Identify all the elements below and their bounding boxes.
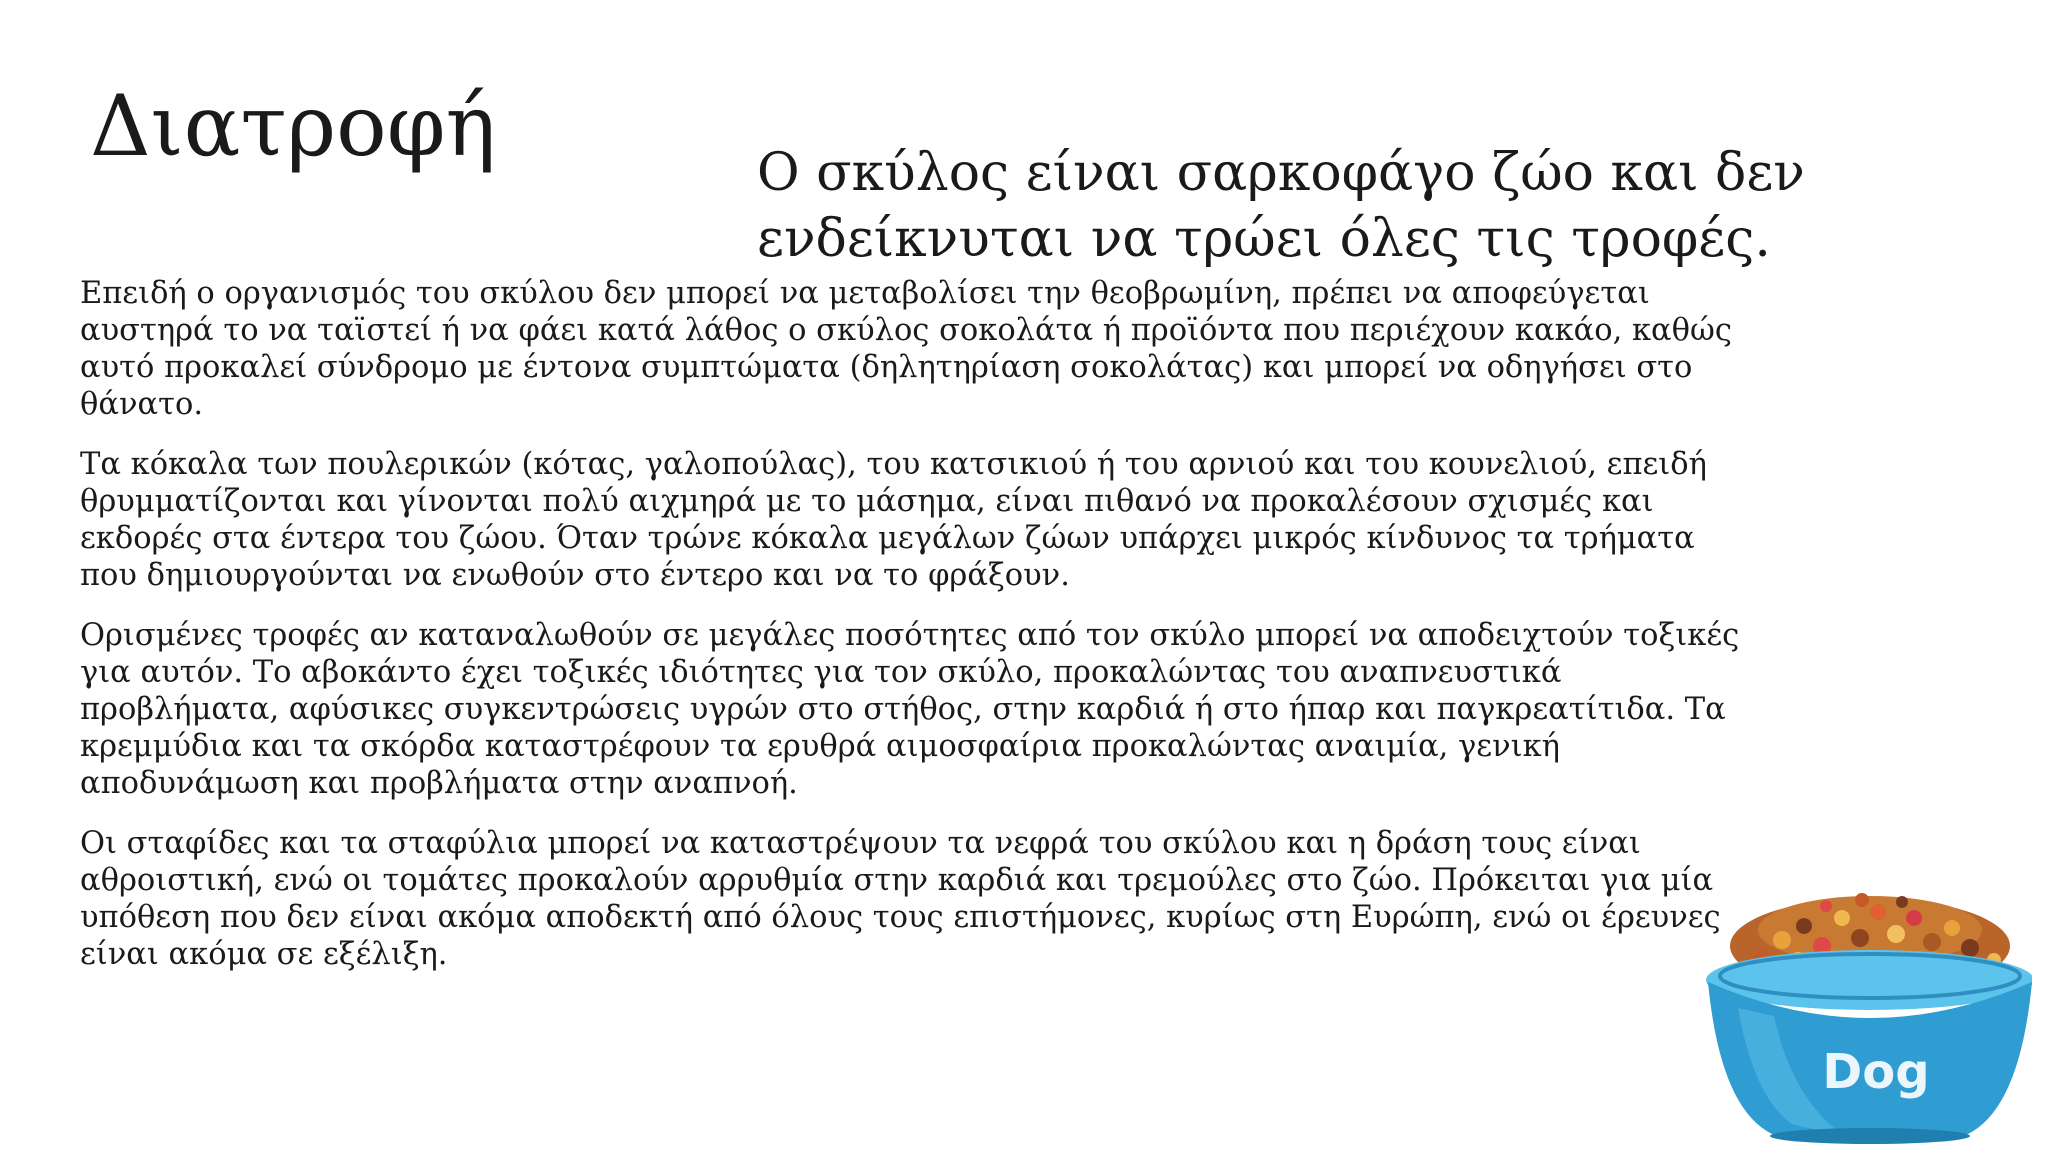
dog-food-bowl-icon xyxy=(1702,888,2032,1146)
slide-title: Διατροφή xyxy=(90,77,496,175)
slide-body xyxy=(80,275,1760,996)
paragraph-chocolate: Επειδή ο οργανισμός του σκύλου δεν μπορεί να μεταβολίσει την θεοβρωμίνη, πρέπει να αποφεύγεται αυστηρά το να ταϊστεί ή να φάει κατά λάθος ο σκύλος σοκολάτα ή προϊόντα που περιέχουν κακάο, καθώς αυτό προκαλεί σύνδρομο με έντονα συμπτώματα (δηλητηρίαση σοκολάτας) και μπορεί να οδηγήσει στο θάνατο. xyxy=(80,276,1732,422)
paragraph-raisins: Οι σταφίδες και τα σταφύλια μπορεί να καταστρέψουν τα νεφρά του σκύλου και η δράση τους είναι αθροιστική, ενώ οι τομάτες προκαλούν αρρυθμία στην καρδιά και τρεμούλες στο ζώο. Πρόκειται για μία υπόθεση που δεν είναι ακόμα αποδεκτή από όλους τους επιστήμονες, κυρίως στη Ευρώπη, ενώ οι έρευνες είναι ακόμα σε εξέλιξη. xyxy=(80,826,1721,972)
paragraph-toxic-foods: Ορισμένες τροφές αν καταναλωθούν σε μεγάλες ποσότητες από τον σκύλο μπορεί να αποδειχτούν τοξικές για αυτόν. Το αβοκάντο έχει τοξικές ιδιότητες για τον σκύλο, προκαλώντας του αναπνευστικά προβλήματα, αφύσικες συγκεντρώσεις υγρών στο στήθος, στην καρδιά ή στο ήπαρ και παγκρεατίτιδα. Τα κρεμμύδια και τα σκόρδα καταστρέφουν τα ερυθρά αιμοσφαίρια προκαλώντας αναιμία, γενική αποδυνάμωση και προβλήματα στην αναπνοή. xyxy=(80,618,1740,801)
bowl-label: Dog xyxy=(1822,1044,1930,1100)
slide-subtitle: Ο σκύλος είναι σαρκοφάγο ζώο και δεν ενδείκνυται να τρώει όλες τις τροφές. xyxy=(757,143,1805,269)
paragraph-bones: Τα κόκαλα των πουλερικών (κότας, γαλοπούλας), του κατσικιού ή του αρνιού και του κουνελιού, επειδή θρυμματίζονται και γίνονται πολύ αιχμηρά με το μάσημα, είναι πιθανό να προκαλέσουν σχισμές και εκδορές στα έντερα του ζώου. Όταν τρώνε κόκαλα μεγάλων ζώων υπάρχει μικρός κίνδυνος τα τρήματα που δημιουργούνται να ενωθούν στο έντερο και να το φράξουν. xyxy=(80,447,1707,593)
